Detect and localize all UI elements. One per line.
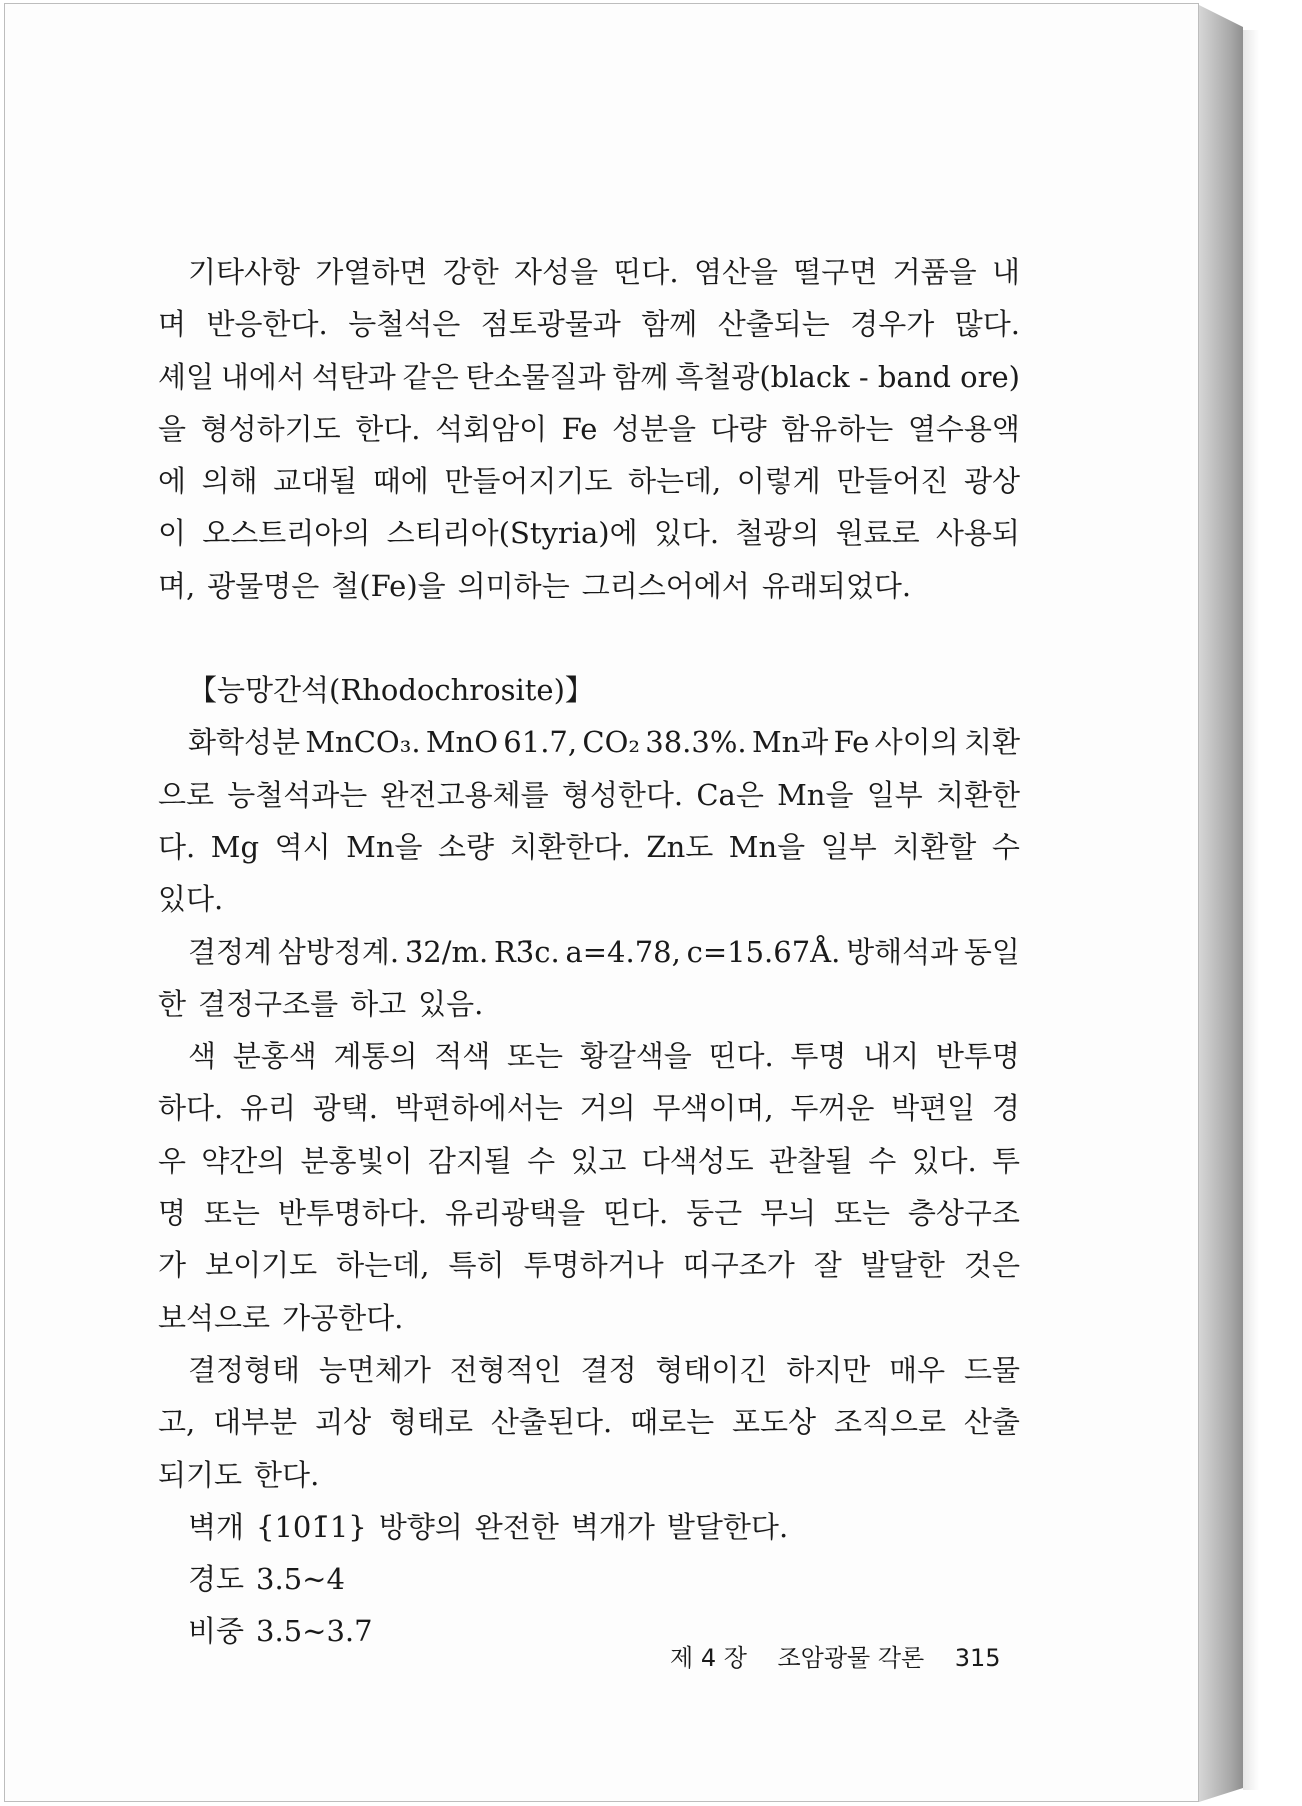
- word: 떨구면: [793, 255, 878, 289]
- word: 치환할: [892, 829, 977, 864]
- word: 함유하는: [781, 411, 894, 446]
- word: Ca은: [696, 777, 764, 812]
- word: 띠구조가: [682, 1248, 795, 1283]
- word: Mn을: [728, 829, 806, 864]
- word: 만들어지기도: [444, 464, 613, 499]
- word: 광택.: [312, 1091, 378, 1126]
- word: 오스트리아의: [202, 516, 371, 551]
- word: 결정계: [188, 934, 273, 969]
- word: 하다.: [158, 1091, 224, 1126]
- word: 적색: [434, 1039, 491, 1074]
- word: 있음.: [418, 986, 484, 1021]
- word: 매우: [889, 1352, 946, 1387]
- word: 완전한: [474, 1509, 559, 1544]
- word: 가공한다.: [282, 1300, 404, 1335]
- word: 특히: [448, 1248, 505, 1283]
- chemistry-line: [158, 716, 1020, 768]
- word: 원료로: [835, 516, 920, 551]
- word: MnO: [425, 725, 498, 760]
- word: 수: [527, 1143, 556, 1178]
- word: MnCO₃.: [305, 725, 421, 760]
- word: 반투명하다.: [277, 1196, 428, 1231]
- word: 철광의: [735, 516, 820, 551]
- word: 발달한: [860, 1248, 945, 1283]
- word: 유리광택을: [445, 1196, 586, 1231]
- word: Mn을: [346, 829, 423, 864]
- word: 무색이며,: [652, 1091, 774, 1126]
- word: 형태이긴: [655, 1352, 768, 1387]
- word: 계통의: [333, 1039, 418, 1074]
- word: 석회암이: [435, 411, 548, 446]
- word: 셰일: [158, 359, 215, 394]
- word: 괴상: [315, 1405, 372, 1440]
- word: 함께: [612, 359, 669, 394]
- word: 관찰될: [768, 1143, 853, 1178]
- word: 스티리아(Styria)에: [386, 516, 638, 551]
- word: 되기도: [158, 1457, 243, 1492]
- word: CO₂: [582, 725, 640, 760]
- word: 보이기도: [205, 1248, 318, 1283]
- word: 교대될: [273, 464, 358, 499]
- word: 소량: [438, 829, 495, 864]
- word: 색: [188, 1039, 217, 1074]
- chemistry-line: [158, 769, 1020, 821]
- word: 투: [991, 1143, 1020, 1178]
- word: 명: [158, 1196, 187, 1231]
- word: 감지될: [427, 1143, 512, 1178]
- word: 자성을: [514, 255, 599, 289]
- word: Zn도: [646, 829, 714, 864]
- color-line: [158, 1135, 1020, 1187]
- word: 능면체가: [318, 1352, 431, 1387]
- other-info-line: [158, 246, 1020, 298]
- word: 경도: [188, 1562, 245, 1597]
- word: 치환: [963, 725, 1020, 760]
- word: 역시: [274, 829, 331, 864]
- word: 형태로: [388, 1405, 474, 1440]
- word: 하지만: [786, 1352, 871, 1387]
- word: 있다.: [653, 516, 720, 551]
- word: 한다.: [355, 411, 421, 446]
- word: 강한: [442, 255, 499, 289]
- word: 화학성분: [188, 725, 301, 760]
- word: 있다.: [911, 1143, 977, 1178]
- word: Mg: [210, 829, 260, 864]
- word: 내: [991, 255, 1020, 289]
- word: 염산을: [693, 255, 778, 289]
- rhodochrosite-heading-line: [158, 664, 1020, 716]
- word: Fe: [561, 411, 598, 446]
- word: 탄소물질과: [465, 359, 606, 394]
- word: 조직으로: [833, 1405, 947, 1440]
- word: 하는데,: [336, 1248, 430, 1283]
- word: 형성하기도: [200, 411, 341, 446]
- word: 발달한다.: [666, 1509, 789, 1544]
- word: 동일: [963, 934, 1020, 969]
- word: 둥근: [686, 1196, 743, 1231]
- word: 고,: [158, 1405, 196, 1440]
- word: 하는데,: [627, 464, 722, 499]
- word: {101̄1}: [256, 1509, 367, 1544]
- word: 경: [991, 1091, 1020, 1126]
- word: 유리: [239, 1091, 297, 1126]
- word: 형성한다.: [561, 777, 684, 812]
- color-line: [158, 1187, 1020, 1239]
- word: 열수용액: [907, 411, 1020, 446]
- other-info-line: [158, 507, 1020, 559]
- word: 띤다.: [613, 255, 679, 289]
- word: 결정: [580, 1352, 637, 1387]
- word: 으로: [158, 777, 215, 812]
- word: 내지: [863, 1039, 920, 1074]
- word: 우: [158, 1143, 187, 1178]
- other-info-line: [158, 455, 1020, 507]
- word: 사용되: [935, 516, 1020, 551]
- word: 에: [158, 464, 187, 499]
- word: 함께: [641, 307, 698, 342]
- word: 방해석과: [846, 934, 959, 969]
- footer-chapter: 제 4 장: [670, 1644, 747, 1672]
- word: 3.5∼3.7: [256, 1614, 373, 1649]
- word: 【능망간석(Rhodochrosite)】: [188, 673, 594, 708]
- page-footer: [670, 1638, 1001, 1673]
- page-shadow: [1243, 30, 1259, 1790]
- word: 일부: [820, 829, 877, 864]
- word: 며: [158, 307, 187, 342]
- word: 3.5∼4: [256, 1562, 345, 1597]
- color-line: [158, 1239, 1020, 1291]
- word: 또는: [506, 1039, 563, 1074]
- word: 한다.: [254, 1457, 320, 1492]
- word: 성분을: [612, 411, 697, 446]
- word: 또는: [203, 1196, 260, 1231]
- word: 대부분: [213, 1405, 298, 1440]
- other-info-line: [158, 560, 1020, 612]
- word: 삼방정계.: [277, 934, 400, 969]
- word: 흑철광(black - band ore): [675, 359, 1020, 394]
- word: 분홍빛이: [300, 1143, 413, 1178]
- word: 석탄과: [311, 359, 396, 394]
- word: 산출되는: [717, 307, 830, 342]
- crystal-habit-line: [158, 1344, 1020, 1396]
- word: 경우가: [850, 307, 935, 342]
- word: 3̄2/m.: [404, 934, 489, 969]
- word: Fe: [833, 725, 870, 760]
- word: 점토광물과: [480, 307, 621, 342]
- word: Mn과: [751, 725, 829, 760]
- word: 전형적인: [449, 1352, 562, 1387]
- word: 잘: [813, 1248, 842, 1283]
- word: 거의: [579, 1091, 636, 1126]
- word: 포도상: [732, 1405, 817, 1440]
- word: 가: [158, 1248, 187, 1283]
- crystal-system-line: [158, 978, 1020, 1030]
- word: 능철석은: [348, 307, 461, 342]
- word: 분홍색: [232, 1039, 317, 1074]
- word: Mn을: [777, 777, 854, 812]
- word: 다량: [710, 411, 767, 446]
- word: 또는: [833, 1196, 890, 1231]
- word: 띤다.: [708, 1039, 774, 1074]
- word: 내에서: [220, 359, 305, 394]
- page-stack-edge: [1199, 5, 1243, 1802]
- word: 일부: [866, 777, 923, 812]
- word: 한: [158, 986, 187, 1021]
- word: 만들어진: [836, 464, 949, 499]
- word: 기타사항: [188, 255, 301, 289]
- chemistry-line: [158, 873, 1020, 925]
- word: 38.3%.: [645, 725, 747, 760]
- word: 투명: [790, 1039, 847, 1074]
- footer-chapter-title: 조암광물 각론: [777, 1644, 925, 1672]
- word: 하고: [350, 986, 407, 1021]
- word: 때에: [372, 464, 429, 499]
- word: 반투명: [935, 1039, 1020, 1074]
- crystal-habit-line: [158, 1449, 1020, 1501]
- word: 유래되었다.: [761, 568, 912, 603]
- hardness-line: [158, 1553, 1020, 1605]
- word: 드물: [963, 1352, 1020, 1387]
- word: 벽개: [188, 1509, 245, 1544]
- crystal-system-line: [158, 926, 1020, 978]
- word: 것은: [963, 1248, 1020, 1283]
- paragraph-gap: [158, 612, 1020, 664]
- footer-page-number: 315: [954, 1644, 1001, 1672]
- word: 완전고용체를: [380, 777, 549, 812]
- color-line: [158, 1082, 1020, 1134]
- word: 있고: [570, 1143, 627, 1178]
- other-info-line: [158, 351, 1020, 403]
- word: 사이의: [874, 725, 959, 760]
- word: 이렇게: [736, 464, 821, 499]
- word: 철(Fe)을: [331, 568, 446, 603]
- word: 수: [868, 1143, 897, 1178]
- page-body-text: [158, 246, 1020, 1658]
- word: 무늬: [760, 1196, 817, 1231]
- word: 의해: [201, 464, 258, 499]
- word: 반응한다.: [206, 307, 328, 342]
- word: 광물명은: [207, 568, 320, 603]
- word: 치환한: [935, 777, 1020, 812]
- other-info-line: [158, 403, 1020, 455]
- word: 산출: [963, 1405, 1020, 1440]
- word: 벽개가: [570, 1509, 655, 1544]
- word: c=15.67Å.: [686, 934, 841, 969]
- word: 많다.: [954, 307, 1020, 342]
- word: 약간의: [201, 1143, 286, 1178]
- word: 띤다.: [602, 1196, 669, 1231]
- word: 황갈색을: [579, 1039, 692, 1074]
- word: 치환한다.: [509, 829, 631, 864]
- word: 때로는: [630, 1405, 715, 1440]
- word: 61.7,: [503, 725, 578, 760]
- word: 결정형태: [188, 1352, 301, 1387]
- word: 그리스어에서: [581, 568, 750, 603]
- word: 두꺼운: [790, 1091, 875, 1126]
- word: 방향의: [378, 1509, 463, 1544]
- word: 박편하에서는: [394, 1091, 563, 1126]
- word: R3̄c.: [493, 934, 560, 969]
- word: 결정구조를: [198, 986, 339, 1021]
- word: 광상: [963, 464, 1020, 499]
- word: 있다.: [158, 882, 224, 917]
- word: 며,: [158, 568, 196, 603]
- word: 능철석과는: [227, 777, 368, 812]
- word: 다색성도: [641, 1143, 754, 1178]
- word: 층상구조: [907, 1196, 1020, 1231]
- chemistry-line: [158, 821, 1020, 873]
- word: a=4.78,: [565, 934, 681, 969]
- word: 다.: [158, 829, 196, 864]
- word: 가열하면: [315, 255, 428, 289]
- cleavage-line: [158, 1501, 1020, 1553]
- word: 거품을: [892, 255, 977, 289]
- word: 산출된다.: [490, 1405, 613, 1440]
- word: 의미하는: [457, 568, 570, 603]
- word: 을: [158, 411, 187, 446]
- word: 박편일: [891, 1091, 976, 1126]
- color-line: [158, 1292, 1020, 1344]
- word: 투명하거나: [523, 1248, 664, 1283]
- word: 보석으로: [158, 1300, 271, 1335]
- word: 같은: [402, 359, 459, 394]
- color-line: [158, 1030, 1020, 1082]
- word: 비중: [188, 1614, 245, 1649]
- word: 이: [158, 516, 187, 551]
- crystal-habit-line: [158, 1396, 1020, 1448]
- other-info-line: [158, 298, 1020, 350]
- word: 수: [991, 829, 1020, 864]
